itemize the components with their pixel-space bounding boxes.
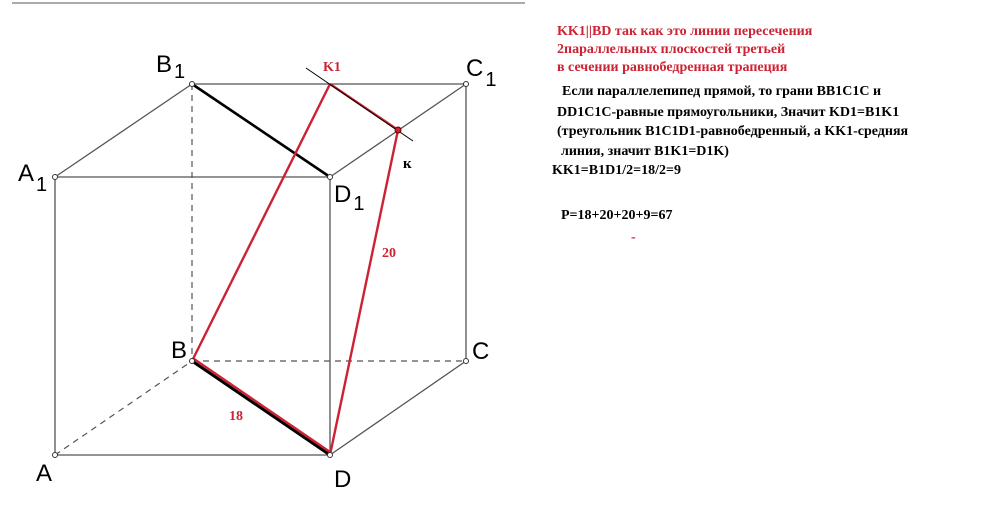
point-b1 bbox=[190, 82, 195, 87]
section-k-d bbox=[330, 130, 398, 455]
note-black-line-2: DD1C1C-равные прямоугольники, Значит KD1=B1K1 bbox=[557, 105, 900, 120]
diagonal-b-d bbox=[192, 361, 330, 455]
point-d bbox=[328, 453, 333, 458]
edge-d-c bbox=[330, 361, 466, 455]
point-a bbox=[53, 453, 58, 458]
diagonal-b1-d1 bbox=[192, 84, 330, 177]
label-d1-subscript: 1 bbox=[353, 193, 365, 215]
label-b: B bbox=[171, 337, 188, 364]
point-a1 bbox=[53, 175, 58, 180]
section-b-d bbox=[194, 359, 330, 452]
edge-a1-b1 bbox=[55, 84, 192, 177]
vertex-points bbox=[53, 82, 469, 458]
label-k: к bbox=[403, 156, 412, 172]
label-c1: C $_1$ bbox=[466, 55, 497, 91]
point-c1 bbox=[464, 82, 469, 87]
label-a: A bbox=[36, 460, 53, 487]
note-red-dash: - bbox=[631, 230, 636, 245]
label-a1: A $_1$ bbox=[18, 160, 48, 196]
section-b-k1 bbox=[192, 84, 330, 361]
section-trapezoid bbox=[192, 84, 398, 455]
label-d: D bbox=[334, 466, 352, 493]
note-black-line-4: линия, значит B1K1=D1K) bbox=[561, 144, 729, 159]
label-k1: K1 bbox=[323, 60, 341, 75]
note-red-line-1: KK1||BD так как это линии пересечения bbox=[557, 24, 813, 39]
note-red-line-2: 2параллельных плоскостей третьей bbox=[557, 42, 786, 57]
point-d1 bbox=[328, 175, 333, 180]
note-black-line-3: (треугольник B1C1D1-равнобедренный, а KK1-средняя bbox=[557, 124, 909, 139]
point-k bbox=[395, 127, 401, 133]
length-label-kd: 20 bbox=[382, 246, 396, 261]
label-b1: B $_1$ bbox=[156, 51, 186, 83]
note-black-line-1: Если параллелепипед прямой, то грани BB1C1C и bbox=[562, 84, 882, 99]
box-edges bbox=[55, 84, 466, 455]
note-red-line-3: в сечении равнобедренная трапеция bbox=[557, 60, 788, 75]
point-b bbox=[190, 359, 195, 364]
label-a1-subscript: 1 bbox=[36, 174, 48, 196]
label-b1-subscript: 1 bbox=[174, 61, 186, 83]
length-label-bd: 18 bbox=[229, 409, 243, 424]
label-c: C bbox=[472, 338, 490, 365]
label-c1-subscript: 1 bbox=[485, 69, 497, 91]
note-kk1-formula: KK1=B1D1/2=18/2=9 bbox=[552, 163, 681, 178]
point-c bbox=[464, 359, 469, 364]
label-d1: D $_1$ bbox=[334, 181, 365, 215]
note-perimeter: P=18+20+20+9=67 bbox=[561, 208, 673, 223]
hidden-edges bbox=[55, 84, 466, 455]
edge-a-b-hidden bbox=[55, 361, 192, 455]
